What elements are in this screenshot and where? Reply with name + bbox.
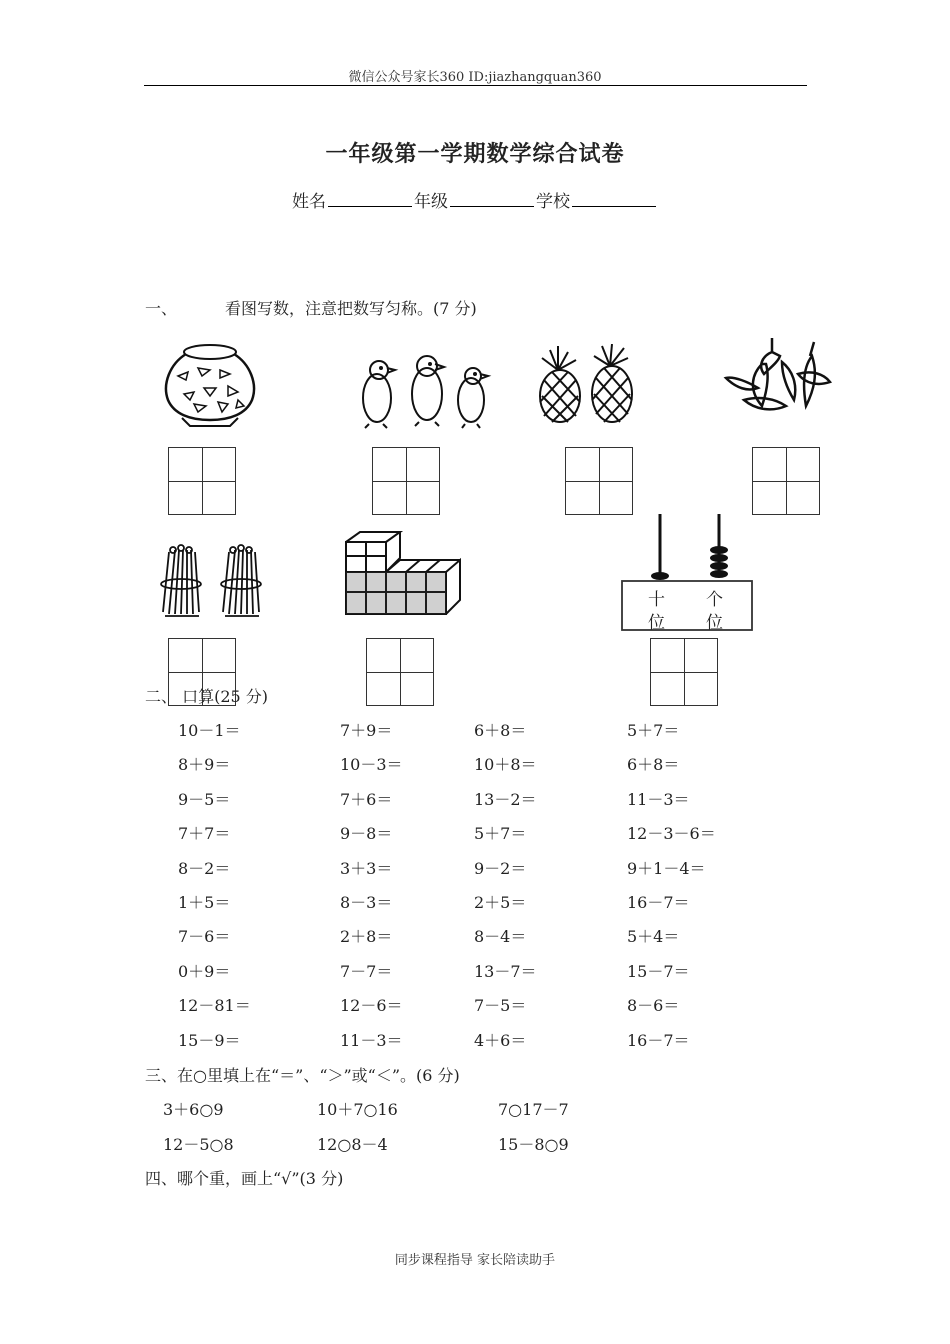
- compare-item[interactable]: 3＋6○9: [163, 1100, 224, 1119]
- school-label: 学校: [536, 192, 570, 212]
- calc-item: 11－3＝: [340, 1030, 403, 1050]
- calc-item: 12－6＝: [340, 996, 403, 1016]
- answer-box-2[interactable]: [372, 447, 440, 515]
- header-rule: [144, 85, 807, 86]
- abacus-ones-bottom: 位: [706, 613, 723, 633]
- section4-heading: 四、哪个重，画上“√”(3 分): [145, 1169, 344, 1188]
- calc-item: 16－7＝: [627, 893, 690, 912]
- cube-blocks-picture: [342, 528, 464, 618]
- section3-heading: 三、在○里填上在“＝”、“＞”或“＜”。(6 分): [145, 1066, 460, 1085]
- calc-item: 8－4＝: [474, 927, 527, 947]
- calc-item: 2＋8＝: [340, 927, 393, 947]
- calc-item: 10－1＝: [178, 721, 241, 740]
- answer-box-3[interactable]: [565, 447, 633, 515]
- stick-bundles-picture: [155, 542, 275, 620]
- section1-number: 一、: [145, 299, 178, 318]
- compare-item[interactable]: 12○8－4: [317, 1135, 388, 1154]
- calc-item: 8＋9＝: [178, 755, 231, 775]
- compare-item[interactable]: 7○17－7: [498, 1100, 569, 1119]
- calc-item: 11－3＝: [627, 789, 690, 809]
- calc-item: 4＋6＝: [474, 1030, 527, 1050]
- calc-item: 7－6＝: [178, 927, 231, 947]
- section1-heading: [145, 296, 477, 319]
- calc-item: 7＋9＝: [340, 721, 393, 740]
- calc-item: 8－3＝: [340, 893, 393, 912]
- abacus-tens-bottom: 位: [648, 613, 665, 633]
- page-title: 一年级第一学期数学综合试卷: [325, 141, 625, 167]
- footer-note: 同步课程指导 家长陪读助手: [394, 1253, 556, 1268]
- calc-item: 3＋3＝: [340, 858, 393, 878]
- compare-item[interactable]: 10＋7○16: [317, 1100, 398, 1119]
- peppers-picture: [722, 334, 832, 416]
- answer-box-7[interactable]: [650, 638, 718, 706]
- calc-item: 15－7＝: [627, 961, 690, 981]
- calc-item: 8－2＝: [178, 858, 231, 878]
- section2-heading: 二、 口算(25 分): [145, 687, 269, 706]
- calc-item: 10－3＝: [340, 755, 403, 775]
- pineapples-picture: [528, 344, 638, 426]
- calc-item: 8－6＝: [627, 996, 680, 1016]
- calc-item: 9＋1－4＝: [627, 858, 706, 878]
- calc-item: 2＋5＝: [474, 893, 527, 912]
- calc-item: 15－9＝: [178, 1030, 241, 1050]
- calc-item: 7＋6＝: [340, 789, 393, 809]
- calc-item: 9－5＝: [178, 789, 231, 809]
- abacus-ones-top: 个: [706, 590, 723, 610]
- answer-box-6[interactable]: [366, 638, 434, 706]
- calc-item: 6＋8＝: [474, 721, 527, 740]
- calc-item: 7－7＝: [340, 961, 393, 981]
- school-blank[interactable]: [572, 190, 656, 207]
- abacus-picture: [620, 510, 754, 632]
- section1-text: 看图写数，注意把数写匀称。(7 分): [225, 299, 477, 318]
- calc-item: 7－5＝: [474, 996, 527, 1016]
- calc-item: 12－81＝: [178, 996, 251, 1016]
- calc-item: 5＋7＝: [474, 824, 527, 844]
- grade-label: 年级: [414, 192, 448, 212]
- name-blank[interactable]: [328, 190, 412, 207]
- calc-item: 10＋8＝: [474, 755, 537, 775]
- calc-item: 9－2＝: [474, 858, 527, 878]
- compare-item[interactable]: 12－5○8: [163, 1135, 234, 1154]
- compare-item[interactable]: 15－8○9: [498, 1135, 569, 1154]
- answer-box-4[interactable]: [752, 447, 820, 515]
- calc-item: 7＋7＝: [178, 824, 231, 844]
- calc-item: 16－7＝: [627, 1030, 690, 1050]
- header-note: 微信公众号家长360 ID:jiazhangquan360: [348, 70, 602, 85]
- abacus-tens-top: 十: [648, 590, 665, 610]
- calc-item: 12－3－6＝: [627, 824, 716, 844]
- name-label: 姓名: [292, 192, 326, 212]
- calc-item: 13－7＝: [474, 961, 537, 981]
- calc-item: 13－2＝: [474, 789, 537, 809]
- calc-item: 1＋5＝: [178, 893, 231, 912]
- calc-item: 0＋9＝: [178, 961, 231, 981]
- penguins-picture: [355, 352, 495, 432]
- calc-item: 5＋4＝: [627, 927, 680, 947]
- calc-item: 9－8＝: [340, 824, 393, 844]
- student-info-line: [0, 187, 950, 212]
- grade-blank[interactable]: [450, 190, 534, 207]
- calc-item: 6＋8＝: [627, 755, 680, 775]
- calc-item: 5＋7＝: [627, 721, 680, 740]
- vase-fish-picture: [160, 340, 260, 428]
- answer-box-1[interactable]: [168, 447, 236, 515]
